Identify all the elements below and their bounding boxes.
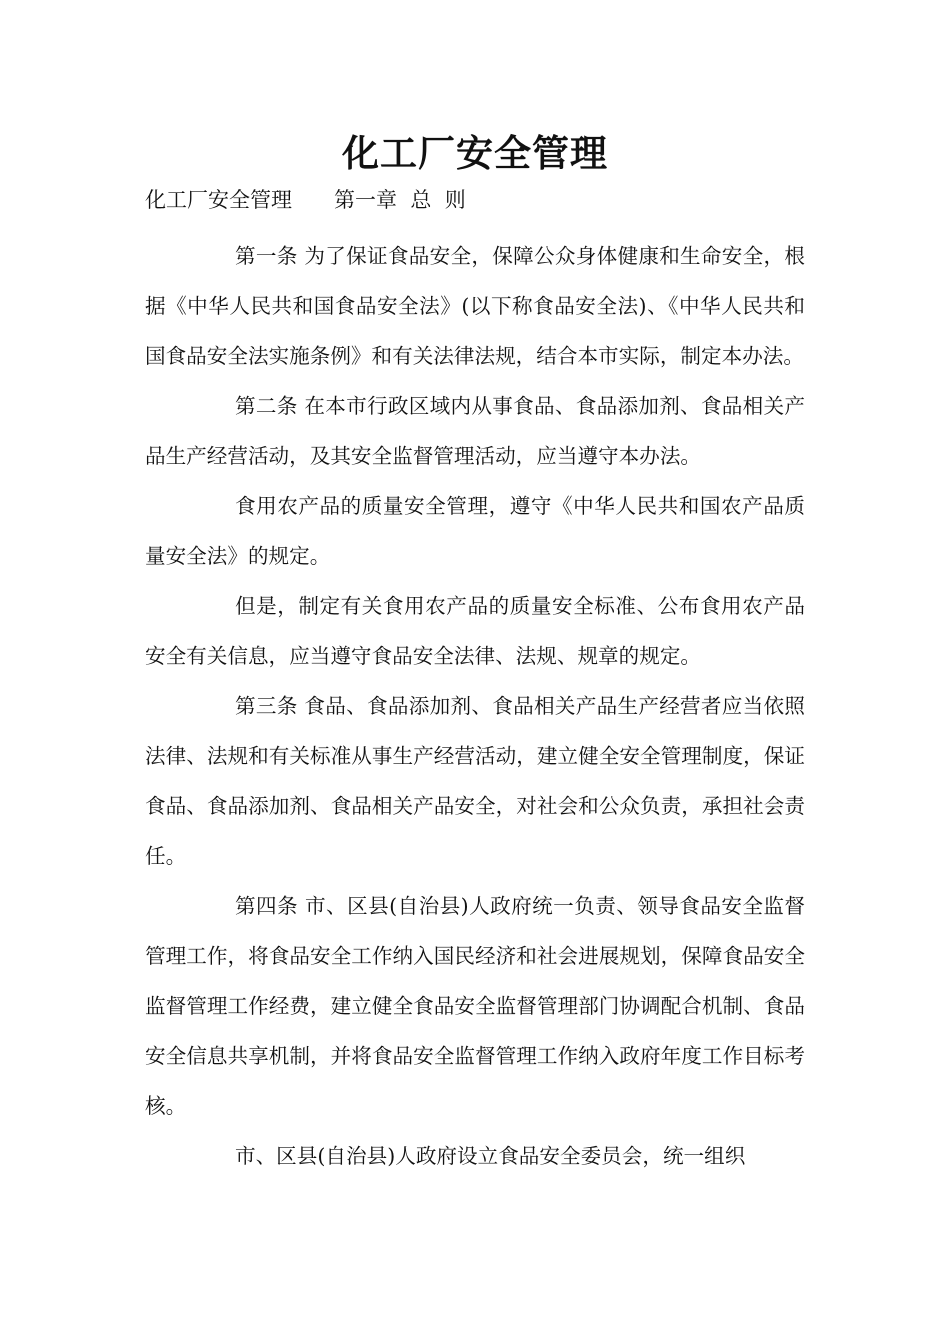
chapter-heading: 化工厂安全管理 第一章 总 则: [145, 188, 466, 212]
paragraph-article-2-clause-3: 但是，制定有关食用农产品的质量安全标准、公布食用农产品安全有关信息，应当遵守食品安全法律、法规、规章的规定。: [145, 594, 805, 668]
paragraph-article-4: 第四条 市、区县(自治县)人政府统一负责、领导食品安全监督管理工作，将食品安全工作纳入国民经济和社会进展规划，保障食品安全监督管理工作经费，建立健全食品安全监督管理部门协调配合机制、食品安全信息共享机制，并将食品安全监督管理工作纳入政府年度工作目标考核。: [145, 894, 805, 1118]
paragraph-article-2-clause-2: 食用农产品的质量安全管理，遵守《中华人民共和国农产品质量安全法》的规定。: [145, 494, 805, 568]
paragraph-article-1: 第一条 为了保证食品安全，保障公众身体健康和生命安全，根据《中华人民共和国食品安全法》(以下称食品安全法)、《中华人民共和国食品安全法实施条例》和有关法律法规，结合本市实际，制定本办法。: [145, 244, 805, 368]
paragraph-article-3: 第三条 食品、食品添加剂、食品相关产品生产经营者应当依照法律、法规和有关标准从事生产经营活动，建立健全安全管理制度，保证食品、食品添加剂、食品相关产品安全，对社会和公众负责，承担社会责任。: [145, 694, 805, 868]
document-title: 化工厂安全管理: [342, 132, 608, 175]
paragraph-article-4-clause-2: 市、区县(自治县)人政府设立食品安全委员会，统一组织: [235, 1144, 746, 1168]
document-body: [145, 231, 805, 1181]
paragraph-article-2: 第二条 在本市行政区域内从事食品、食品添加剂、食品相关产品生产经营活动，及其安全监督管理活动，应当遵守本办法。: [145, 394, 805, 468]
